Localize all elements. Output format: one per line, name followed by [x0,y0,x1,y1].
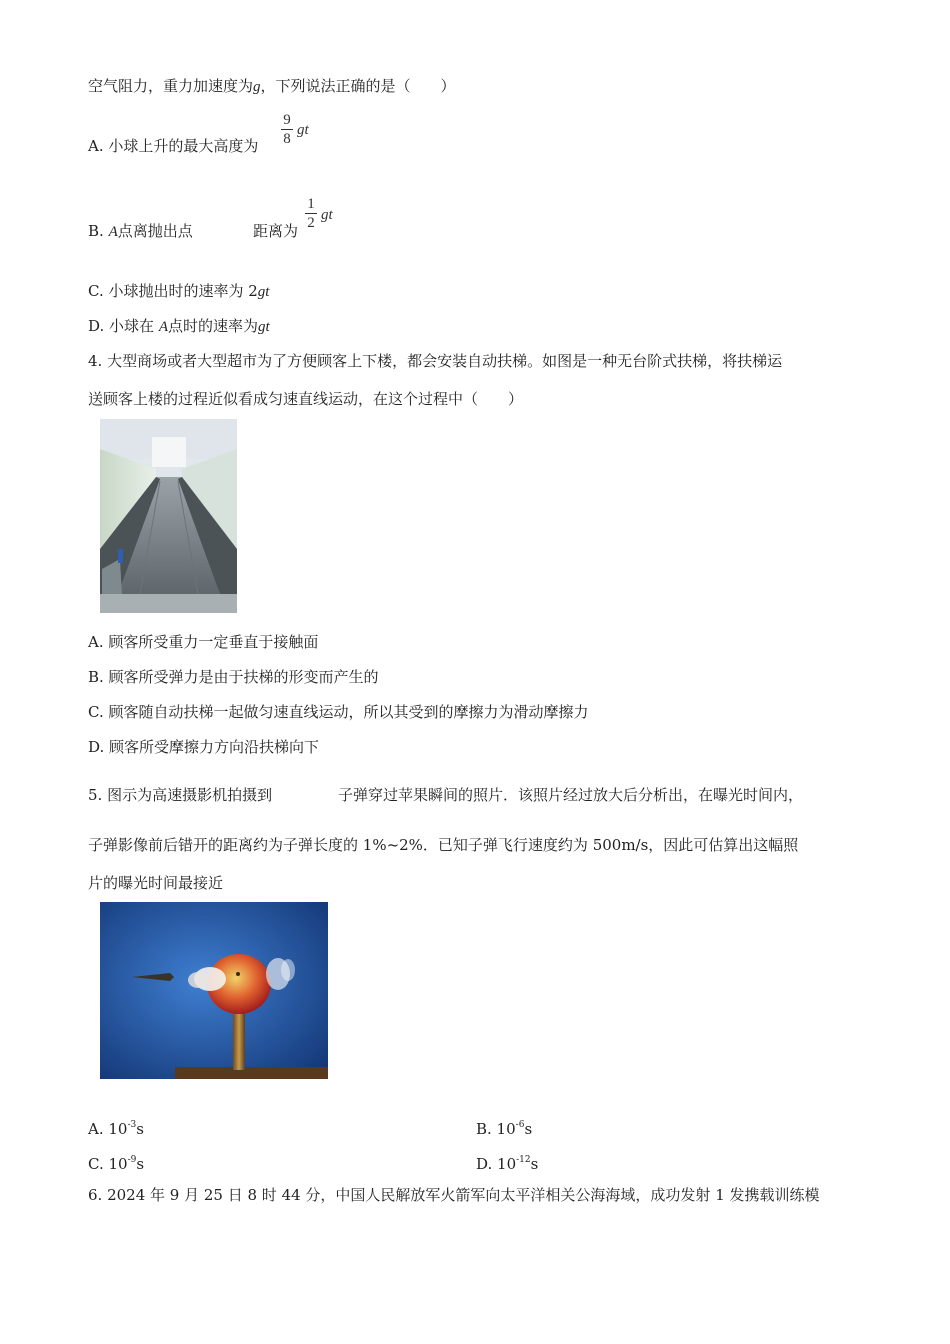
q4-stem-line1: 4. 大型商场或者大型超市为了方便顾客上下楼，都会安装自动扶梯。如图是一种无台阶式扶梯，将扶梯运 [88,352,783,370]
q5-option-c-base: C. 10 [88,1155,128,1173]
q5-option-b [476,1115,532,1139]
q3-option-d-point-a: A [158,319,168,335]
q3-option-d-gt: gt [258,319,270,335]
q3-option-c [88,281,269,302]
q4-option-c: C. 顾客随自动扶梯一起做匀速直线运动，所以其受到的摩擦力为滑动摩擦力 [88,703,589,721]
q5-option-c [88,1150,144,1174]
q4-option-b: B. 顾客所受弹力是由于扶梯的形变而产生的 [88,668,379,686]
q3-option-b-after [253,221,298,241]
q3-option-b-gt: gt [321,207,333,223]
q3-option-d-mid: 点时的速率为 [167,317,258,335]
q5-option-a-unit: s [136,1120,144,1138]
q5-option-d-exponent: -12 [516,1155,531,1165]
q3-stem-text: 空气阻力，重力加速度为 [88,77,254,95]
q3-option-b-fraction [305,196,317,231]
q3-option-b-after-text: 距离为 [253,222,299,240]
q4-option-d: D. 顾客所受摩擦力方向沿扶梯向下 [88,738,320,756]
fraction-denominator: 2 [307,215,315,231]
q3-option-b-point-a: A [108,224,118,240]
q5-option-b-unit: s [524,1120,533,1138]
q3-option-a-text: A. 小球上升的最大高度为 [88,137,259,155]
q3-option-b [88,221,193,242]
bullet-apple-illustration [100,902,328,1079]
q3-option-d [88,316,270,337]
q5-stem-line2: 子弹影像前后错开的距离约为子弹长度的 1%~2%．已知子弹飞行速度约为 500m/s，因此可估算出这幅照 [88,836,799,854]
escalator-illustration [100,419,237,613]
bullet-apple-photo [100,902,328,1079]
q5-option-a-exponent: -3 [127,1120,137,1130]
q5-option-d-unit: s [530,1155,539,1173]
q3-stem-tail [88,76,456,97]
q3-option-a [88,136,258,156]
q5-option-b-base: B. 10 [476,1120,516,1138]
q5-stem-line3: 片的曝光时间最接近 [88,874,224,892]
q3-stem-end: ，下列说法正确的是（ ） [260,77,456,95]
q3-option-c-text: C. 小球抛出时的速率为 2 [88,282,258,300]
q5-option-c-exponent: -9 [127,1155,137,1165]
q3-option-d-label: D. 小球在 [88,317,155,335]
q3-option-a-gt: gt [297,122,309,138]
fraction-denominator: 8 [283,131,291,147]
q5-option-b-exponent: -6 [515,1120,525,1130]
q5-option-d-base: D. 10 [476,1155,517,1173]
q5-option-a-base: A. 10 [88,1120,128,1138]
fraction-numerator: 1 [307,196,315,212]
q5-option-c-unit: s [136,1155,145,1173]
q5-stem-line1-a: 5. 图示为高速摄影机拍摄到 [88,786,273,804]
escalator-photo [100,419,237,613]
fraction-bar [305,213,317,214]
q6-stem-line1: 6. 2024 年 9 月 25 日 8 时 44 分，中国人民解放军火箭军向太平洋相关公海海域，成功发射 1 发携载训练模 [88,1186,820,1204]
q3-option-a-fraction [281,112,293,147]
fraction-numerator: 9 [283,112,291,128]
fraction-bar [281,129,293,130]
q3-option-b-label: B. [88,222,104,240]
q5-stem-line1-b: 子弹穿过苹果瞬间的照片．该照片经过放大后分析出，在曝光时间内， [338,786,804,804]
q4-stem-line2: 送顾客上楼的过程近似看成匀速直线运动，在这个过程中（ ） [88,390,524,408]
q3-g-symbol: g [253,79,261,95]
q3-option-b-mid: 点离抛出点 [117,222,193,240]
q5-option-d [476,1150,538,1174]
q4-option-a: A. 顾客所受重力一定垂直于接触面 [88,633,319,651]
q5-option-a [88,1115,144,1139]
q3-option-c-gt: gt [257,284,270,300]
